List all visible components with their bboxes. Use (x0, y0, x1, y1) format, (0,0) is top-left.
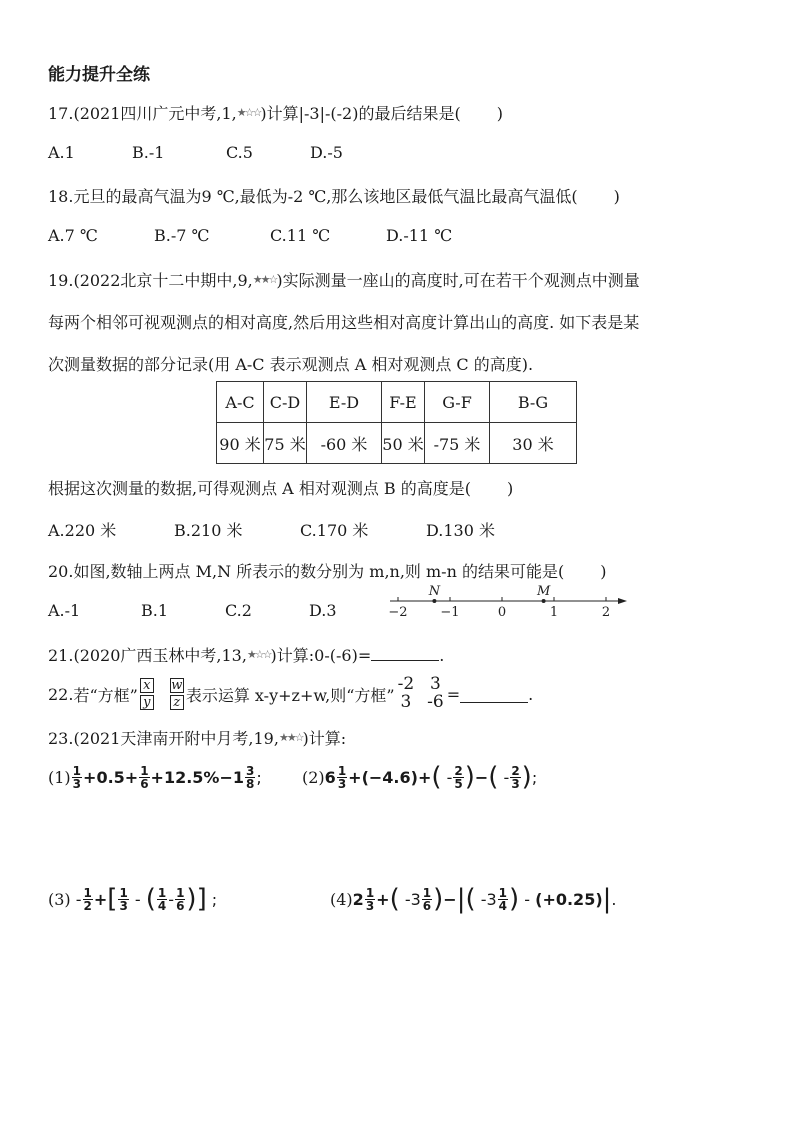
q19-option-b: B.210 米 (174, 521, 243, 540)
q18-option-c: C.11 ℃ (270, 226, 331, 245)
question-number: 17. (48, 104, 74, 123)
q18-option-b: B.-7 ℃ (154, 226, 210, 245)
table-cell: 75 米 (264, 423, 307, 464)
table-header-cell: B-G (490, 382, 577, 423)
box-value: 3 (430, 674, 441, 695)
answer-blank[interactable] (371, 644, 439, 661)
question-text-line-3: 次测量数据的部分记录(用 A-C 表示观测点 A 相对观测点 C 的高度). (48, 355, 534, 374)
answer-paren-close: ) (507, 479, 514, 498)
table-header-cell: E-D (307, 382, 382, 423)
question-text: )计算|-3|-(-2)的最后结果是( (260, 104, 461, 123)
table-header-row (217, 382, 577, 423)
table-cell: -75 米 (425, 423, 490, 464)
question-text-2: 表示运算 x-y+z+w,则“方框” (185, 685, 395, 705)
table-cell: -60 米 (307, 423, 382, 464)
number-line-tick-label: 1 (549, 605, 559, 620)
answer-paren-close: ) (496, 104, 503, 123)
box-value: 3 (400, 692, 412, 712)
fraction-2-5: $\frac{2}{5}$ (454, 763, 463, 791)
question-19 (48, 268, 640, 291)
question-source: (2021天津南开附中月考,19, (73, 729, 279, 748)
question-text: )计算: (302, 729, 347, 748)
q20-option-c: C.2 (225, 601, 252, 620)
number-line-figure (384, 582, 630, 624)
fraction-1-6: $\frac{1}{6}$ (176, 885, 185, 913)
q17-option-d: D.-5 (310, 143, 343, 162)
question-text-line-1: )实际测量一座山的高度时,可在若干个观测点中测量 (276, 271, 640, 290)
table-cell: 30 米 (490, 423, 577, 464)
equals-sign: = (446, 684, 461, 704)
question-text: )计算:0-(-6)= (270, 646, 372, 665)
question-22 (48, 674, 533, 714)
part-label: (4) (330, 889, 353, 909)
fraction-1-3: $\frac{1}{3}$ (365, 885, 375, 913)
question-text-1: 若“方框” (73, 685, 138, 705)
number-line-point-label: M (536, 584, 551, 599)
table-cell: 90 米 (217, 423, 264, 464)
part-label: (2) (302, 767, 325, 787)
fraction-1-3: $\frac{1}{3}$ (337, 763, 347, 791)
box-var-z: z (170, 695, 184, 710)
q19-option-a: A.220 米 (48, 521, 117, 540)
part-label: (3) (48, 889, 71, 909)
q23-part-2: (2) 6 $\frac{1}{3}$ +(−4.6)+ ( - $\frac{2}{5}$ ) − ( - $\frac{2}{3}$ ) ; (302, 762, 538, 792)
q19-question (48, 476, 513, 499)
question-20 (48, 559, 606, 582)
answer-paren-close: ) (613, 187, 620, 206)
question-21 (48, 643, 444, 666)
fraction-1-3: $\frac{1}{3}$ (72, 763, 82, 791)
fraction-2-3: $\frac{2}{3}$ (511, 763, 520, 791)
sentence-end: . (528, 684, 534, 704)
box-value: -2 (397, 674, 415, 695)
question-source: (2020广西玉林中考,13, (73, 646, 247, 665)
difficulty-stars-icon: ★★☆ (278, 731, 303, 744)
box-right-column (170, 678, 184, 710)
part-label: (1) (48, 767, 71, 787)
difficulty-stars-icon: ★★☆ (252, 273, 277, 286)
fraction-3-8: $\frac{3}{8}$ (246, 763, 255, 791)
question-source: (2021四川广元中考,1, (73, 104, 237, 123)
box-var-y: y (140, 695, 154, 710)
box-var-w: w (171, 678, 183, 693)
number-line-point-m (542, 599, 546, 603)
table-header-cell: C-D (264, 382, 307, 423)
table-value-row (217, 423, 577, 464)
table-header-cell: G-F (425, 382, 490, 423)
number-line-point-n (432, 599, 436, 603)
q23-part-4: (4) 2 $\frac{1}{3}$ + ( -3 $\frac{1}{6}$ ) − |( -3 $\frac{1}{4}$ ) - (+0.25) | . (330, 884, 617, 914)
arrow-right-icon (618, 598, 627, 604)
q20-option-d: D.3 (309, 601, 337, 620)
q18-option-a: A.7 ℃ (48, 226, 98, 245)
section-title: 能力提升全练 (48, 65, 150, 85)
q17-option-b: B.-1 (132, 143, 165, 162)
fraction-1-4: $\frac{1}{4}$ (157, 885, 167, 913)
difficulty-stars-icon: ★☆☆ (236, 106, 261, 119)
fraction-1-2: $\frac{1}{2}$ (83, 885, 92, 913)
box-values-right (427, 676, 444, 712)
question-18 (48, 184, 620, 207)
number-line-point-label: N (428, 584, 441, 599)
answer-paren-close: ) (600, 562, 607, 581)
question-text: 根据这次测量的数据,可得观测点 A 相对观测点 B 的高度是( (48, 479, 471, 498)
question-source: (2022北京十二中期中,9, (73, 271, 253, 290)
table-header-cell: F-E (382, 382, 425, 423)
box-left-column (140, 678, 154, 710)
difficulty-stars-icon: ★☆☆ (246, 648, 271, 661)
number-line-tick-label: −1 (440, 605, 460, 620)
q23-part-3: (3) - $\frac{1}{2}$ + [ $\frac{1}{3}$ - ( $\frac{1}{4}$ - $\frac{1}{6}$ )] ; (48, 884, 218, 914)
question-text-line-2: 每两个相邻可视观测点的相对高度,然后用这些相对高度计算出山的高度. 如下表是某 (48, 313, 640, 332)
measurement-table (216, 381, 577, 464)
question-number: 20. (48, 562, 74, 581)
question-number: 23. (48, 729, 74, 748)
q18-option-d: D.-11 ℃ (386, 226, 453, 245)
sentence-end: . (439, 646, 445, 665)
q20-option-b: B.1 (141, 601, 169, 620)
answer-blank[interactable] (460, 686, 528, 703)
question-23 (48, 726, 346, 749)
q17-option-c: C.5 (226, 143, 253, 162)
question-text: 如图,数轴上两点 M,N 所表示的数分别为 m,n,则 m-n 的结果可能是( (73, 562, 565, 581)
number-line-tick-label: 0 (497, 605, 507, 620)
question-text: 元旦的最高气温为9 ℃,最低为-2 ℃,那么该地区最低气温比最高气温低( (73, 187, 578, 206)
table-cell: 50 米 (382, 423, 425, 464)
q20-option-a: A.-1 (48, 601, 81, 620)
q17-option-a: A.1 (48, 143, 75, 162)
question-17 (48, 101, 503, 124)
box-value: -6 (427, 692, 444, 712)
table-header-cell: A-C (217, 382, 264, 423)
question-number: 21. (48, 646, 74, 665)
q19-option-c: C.170 米 (300, 521, 369, 540)
q19-option-d: D.130 米 (426, 521, 495, 540)
box-var-x: x (140, 678, 154, 693)
number-line-tick-label: 2 (601, 605, 611, 620)
question-number: 22. (48, 684, 74, 704)
question-number: 19. (48, 271, 74, 290)
box-values-left (398, 676, 415, 712)
number-line-tick-label: −2 (388, 605, 408, 620)
fraction-1-3: $\frac{1}{3}$ (119, 885, 128, 913)
fraction-1-6: $\frac{1}{6}$ (140, 763, 149, 791)
fraction-1-4: $\frac{1}{4}$ (498, 885, 508, 913)
question-number: 18. (48, 187, 74, 206)
fraction-1-6: $\frac{1}{6}$ (422, 885, 432, 913)
q23-part-1: (1) $\frac{1}{3}$ +0.5+ $\frac{1}{6}$ +12.5%−1 $\frac{3}{8}$ ; (48, 763, 262, 791)
